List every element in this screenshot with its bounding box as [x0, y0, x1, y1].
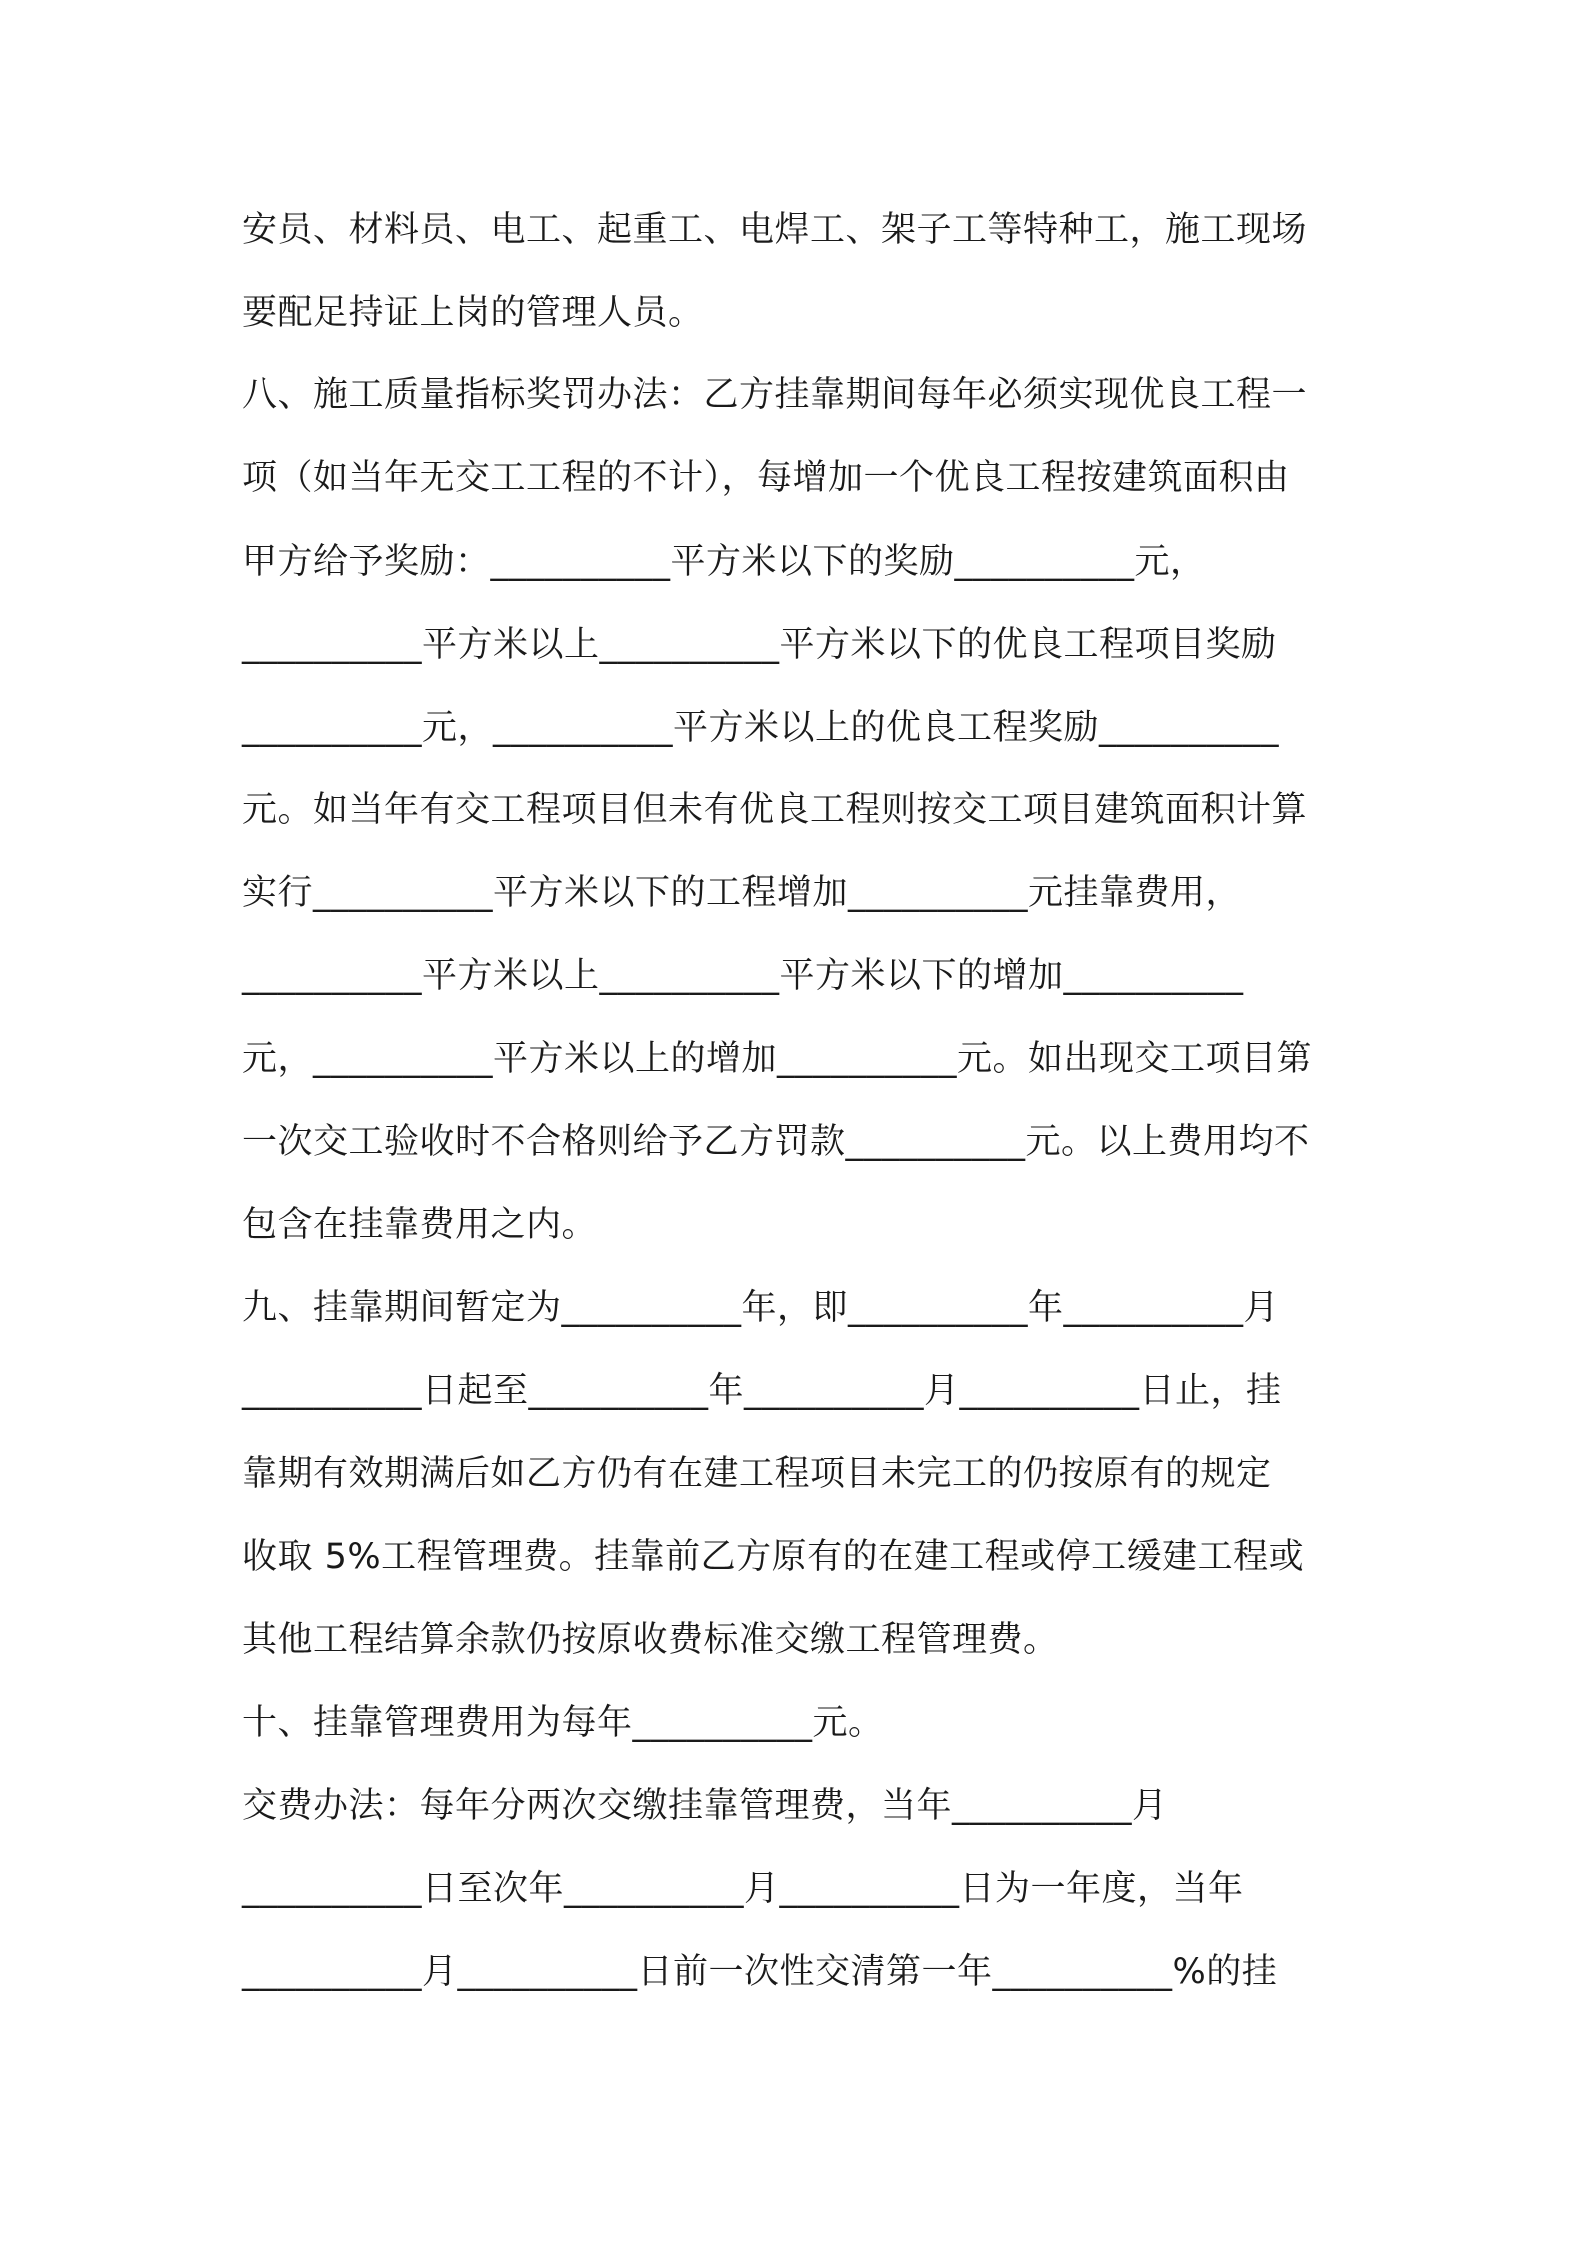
text-line-4: 项（如当年无交工工程的不计），每增加一个优良工程按建筑面积由	[242, 458, 1290, 498]
text-line-7: __________元，__________平方米以上的优良工程奖励__________	[242, 708, 1280, 748]
text-line-2: 要配足持证上岗的管理人员。	[242, 293, 704, 333]
text-line-12: 一次交工验收时不合格则给予乙方罚款__________元。以上费用均不	[242, 1122, 1310, 1162]
text-line-11: 元，__________平方米以上的增加__________元。如出现交工项目第	[242, 1039, 1313, 1079]
text-line-1: 安员、材料员、电工、起重工、电焊工、架子工等特种工，施工现场	[242, 210, 1308, 250]
text-line-5: 甲方给予奖励：__________平方米以下的奖励__________元，	[242, 542, 1206, 582]
text-line-15: __________日起至__________年__________月__________日止，挂	[242, 1371, 1282, 1411]
text-line-3: 八、施工质量指标奖罚办法：乙方挂靠期间每年必须实现优良工程一	[242, 375, 1308, 415]
text-line-21: __________日至次年__________月__________日为一年度，当年	[242, 1869, 1244, 1909]
text-line-9: 实行__________平方米以下的工程增加__________元挂靠费用，	[242, 873, 1242, 913]
text-line-17: 收取 5%工程管理费。挂靠前乙方原有的在建工程或停工缓建工程或	[242, 1537, 1305, 1577]
text-line-10: __________平方米以上__________平方米以下的增加__________	[242, 956, 1244, 996]
text-line-13: 包含在挂靠费用之内。	[242, 1205, 598, 1245]
text-line-6: __________平方米以上__________平方米以下的优良工程项目奖励	[242, 625, 1277, 665]
text-line-22: __________月__________日前一次性交清第一年__________%的挂	[242, 1952, 1278, 1992]
text-line-20: 交费办法：每年分两次交缴挂靠管理费，当年__________月	[242, 1786, 1168, 1826]
text-line-16: 靠期有效期满后如乙方仍有在建工程项目未完工的仍按原有的规定	[242, 1454, 1272, 1494]
text-line-18: 其他工程结算余款仍按原收费标准交缴工程管理费。	[242, 1620, 1059, 1660]
text-line-8: 元。如当年有交工程项目但未有优良工程则按交工项目建筑面积计算	[242, 790, 1308, 830]
text-line-19: 十、挂靠管理费用为每年__________元。	[242, 1703, 884, 1743]
text-line-14: 九、挂靠期间暂定为__________年，即__________年__________月	[242, 1288, 1280, 1328]
